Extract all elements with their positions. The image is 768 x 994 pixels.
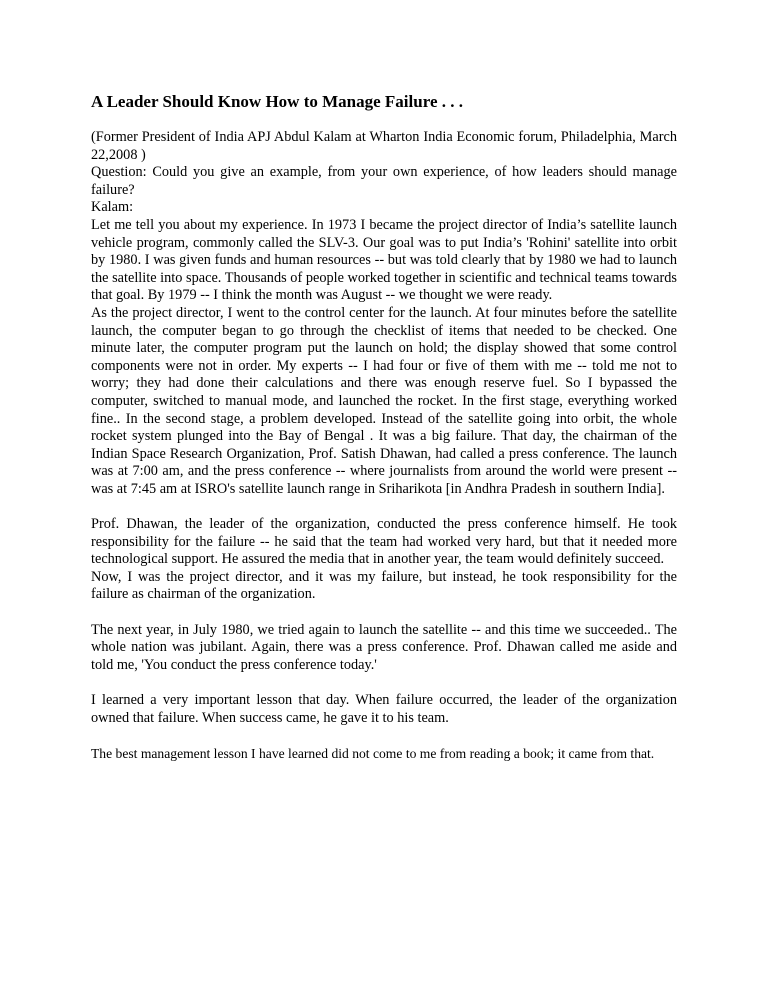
source-line: (Former President of India APJ Abdul Kalam at Wharton India Economic forum, Philadelphia, March 22,2008 ) (91, 129, 677, 163)
document-title: A Leader Should Know How to Manage Failure . . . (91, 92, 463, 111)
paragraph-spacer (91, 674, 677, 692)
paragraph-responsibility: Now, I was the project director, and it was my failure, but instead, he took responsibility for the failure as chairman of the organization. (91, 568, 677, 603)
question-text: Question: Could you give an example, from your own experience, of how leaders should manage failure? (91, 164, 677, 198)
paragraph-spacer (91, 498, 677, 516)
speaker-label: Kalam: (91, 199, 134, 216)
paragraph-management-lesson: The best management lesson I have learned did not come to me from reading a book; it came from that. (91, 745, 655, 761)
paragraph-success: The next year, in July 1980, we tried again to launch the satellite -- and this time we succeeded.. The whole nation was jubilant. Again, there was a press conference. Prof. Dhawan called me aside and told me, 'You conduct the press conference today.' (91, 621, 677, 673)
paragraph-lesson: I learned a very important lesson that day. When failure occurred, the leader of the organization owned that failure. When success came, he gave it to his team. (91, 692, 677, 726)
paragraph-spacer (91, 604, 677, 622)
paragraph-spacer (91, 727, 677, 745)
paragraph-launch: As the project director, I went to the control center for the launch. At four minutes before the satellite launch, the computer began to go through the checklist of items that needed to be checked. One minute later, the computer program put the launch on hold; the display showed that some control components were not in order. My experts -- I had four or five of them with me -- told me not to worry; they had done their calculations and there was enough reserve fuel. So I bypassed the computer, switched to manual mode, and launched the rocket. In the first stage, everything worked fine.. In the second stage, a problem developed. Instead of the satellite going into orbit, the whole rocket system plunged into the Bay of Bengal . It was a big failure. That day, the chairman of the Indian Space Research Organization, Prof. Satish Dhawan, had called a press conference. The launch was at 7:00 am, and the press conference -- where journalists from around the world were present -- was at 7:45 am at ISRO's satellite launch range in Sriharikota [in Andhra Pradesh in southern India]. (91, 304, 677, 497)
document-page (91, 91, 677, 763)
paragraph-experience: Let me tell you about my experience. In 1973 I became the project director of India’s satellite launch vehicle program, commonly called the SLV-3. Our goal was to put India’s 'Rohini' satellite into orbit by 1980. I was given funds and human resources -- but was told clearly that by 1980 we had to launch the satellite into space. Thousands of people worked together in scientific and technical teams towards that goal. By 1979 -- I think the month was August -- we thought we were ready. (91, 216, 677, 304)
paragraph-dhawan: Prof. Dhawan, the leader of the organization, conducted the press conference himself. He took responsibility for the failure -- he said that the team had worked very hard, but that it needed more technological support. He assured the media that in another year, the team would definitely succeed. (91, 516, 677, 568)
